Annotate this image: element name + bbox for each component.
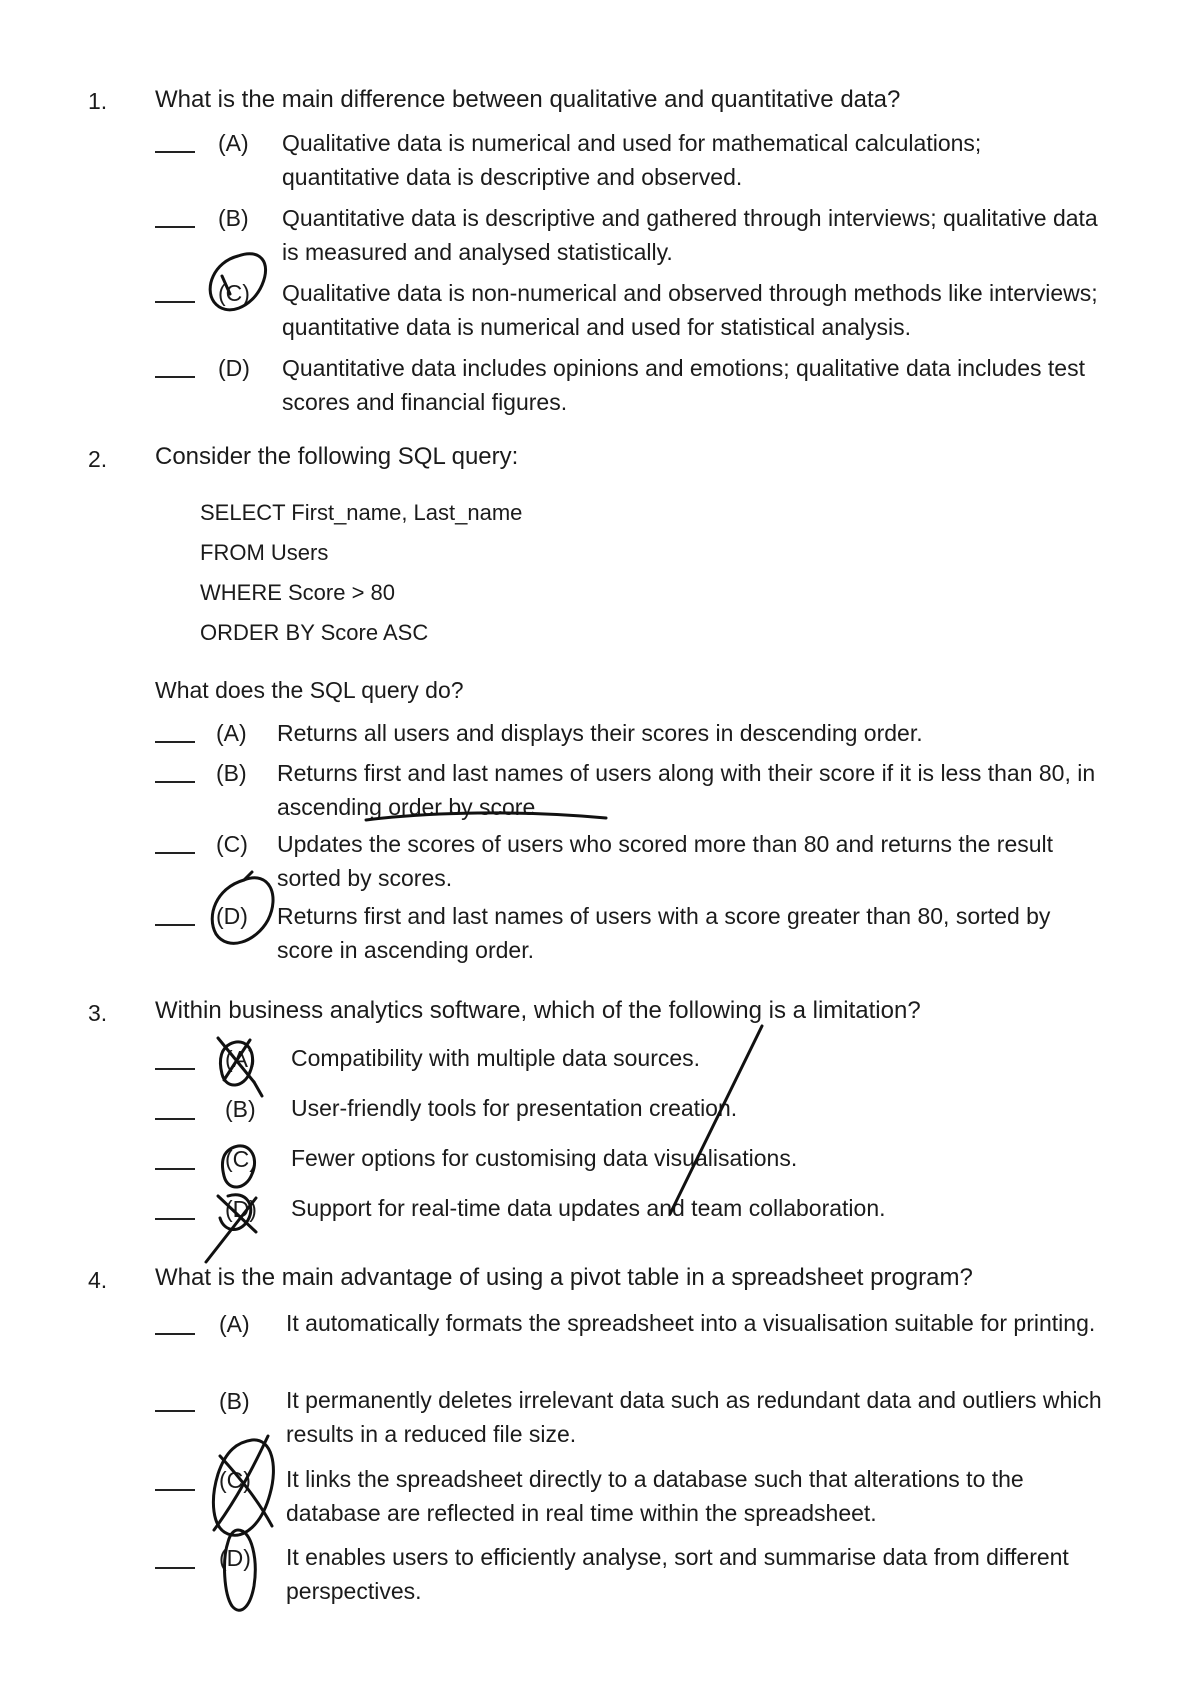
option-letter: (A) xyxy=(218,130,249,156)
option-letter: (C) xyxy=(225,1146,257,1172)
option-letter: (C) xyxy=(219,1467,251,1493)
option-letter: (D) xyxy=(218,355,250,381)
option-letter: (B) xyxy=(218,205,249,231)
question-number: 1. xyxy=(88,88,108,114)
code-line: FROM Users xyxy=(200,540,329,565)
question-number: 4. xyxy=(88,1267,108,1293)
option-text: Fewer options for customising data visualisations. xyxy=(291,1145,798,1171)
option-text: It links the spreadsheet directly to a database such that alterations to the database are reflected in real time within the spreadsheet. xyxy=(286,1466,1024,1526)
answer-blank-4c[interactable] xyxy=(155,1489,195,1491)
option-letter: (D) xyxy=(216,903,248,929)
option-text: User-friendly tools for presentation creation. xyxy=(291,1095,738,1121)
answer-blank-4d[interactable] xyxy=(155,1567,195,1569)
answer-blank-1b[interactable] xyxy=(155,226,195,228)
tick-stroke xyxy=(244,872,252,880)
answer-blank-2a[interactable] xyxy=(155,741,195,743)
code-line: SELECT First_name, Last_name xyxy=(200,500,523,525)
option-letter: (A) xyxy=(225,1046,256,1072)
option-text: It automatically formats the spreadsheet into a visualisation suitable for printing. xyxy=(286,1310,1096,1336)
answer-blank-2b[interactable] xyxy=(155,781,195,783)
option-letter: (B) xyxy=(216,760,247,786)
answer-blank-2c[interactable] xyxy=(155,852,195,854)
question-text: Consider the following SQL query: xyxy=(155,443,519,470)
option-letter: (C) xyxy=(216,831,248,857)
option-text: Qualitative data is numerical and used for mathematical calculations; quantitative data is descriptive and observed. xyxy=(282,130,982,190)
option-text: Compatibility with multiple data sources. xyxy=(291,1045,701,1071)
question-text: What is the main advantage of using a pivot table in a spreadsheet program? xyxy=(155,1264,973,1291)
option-text: Returns first and last names of users along with their score if it is less than 80, in ascending order by score. xyxy=(277,760,1096,820)
question-text: What is the main difference between qualitative and quantitative data? xyxy=(155,86,901,113)
option-letter: (D) xyxy=(219,1545,251,1571)
option-letter: (B) xyxy=(219,1388,250,1414)
answer-blank-4b[interactable] xyxy=(155,1410,195,1412)
option-text: It enables users to efficiently analyse, sort and summarise data from different perspectives. xyxy=(286,1544,1069,1604)
option-text: Returns first and last names of users with a score greater than 80, sorted by score in ascending order. xyxy=(277,903,1051,963)
answer-blank-1c[interactable] xyxy=(155,301,195,303)
question-number: 2. xyxy=(88,446,108,472)
option-text: Returns all users and displays their scores in descending order. xyxy=(277,720,923,746)
sub-question-text: What does the SQL query do? xyxy=(155,677,464,703)
question-number: 3. xyxy=(88,1000,108,1026)
option-text: It permanently deletes irrelevant data such as redundant data and outliers which results in a reduced file size. xyxy=(286,1387,1102,1447)
answer-blank-2d[interactable] xyxy=(155,924,195,926)
option-letter: (A) xyxy=(216,720,247,746)
code-line: WHERE Score > 80 xyxy=(200,580,396,605)
answer-blank-3d[interactable] xyxy=(155,1218,195,1220)
question-text: Within business analytics software, which of the following is a limitation? xyxy=(155,997,921,1024)
option-text: Quantitative data includes opinions and emotions; qualitative data includes test scores and financial figures. xyxy=(282,355,1085,415)
answer-blank-1d[interactable] xyxy=(155,376,195,378)
option-letter: (C) xyxy=(218,280,250,306)
option-letter: (A) xyxy=(219,1311,250,1337)
option-letter: (B) xyxy=(225,1096,256,1122)
answer-blank-4a[interactable] xyxy=(155,1333,195,1335)
answer-blank-3b[interactable] xyxy=(155,1118,195,1120)
answer-blank-3c[interactable] xyxy=(155,1168,195,1170)
option-text: Support for real-time data updates and team collaboration. xyxy=(291,1195,886,1221)
option-text: Updates the scores of users who scored more than 80 and returns the result sorted by scores. xyxy=(277,831,1054,891)
answer-blank-3a[interactable] xyxy=(155,1068,195,1070)
tick-stroke xyxy=(254,1082,262,1096)
option-text: Qualitative data is non-numerical and observed through methods like interviews; quantitative data is numerical and used for statistical analysis. xyxy=(282,280,1098,340)
option-letter: (D) xyxy=(225,1196,257,1222)
option-text: Quantitative data is descriptive and gathered through interviews; qualitative data is measured and analysed statistically. xyxy=(282,205,1098,265)
answer-blank-1a[interactable] xyxy=(155,151,195,153)
code-line: ORDER BY Score ASC xyxy=(200,620,429,645)
